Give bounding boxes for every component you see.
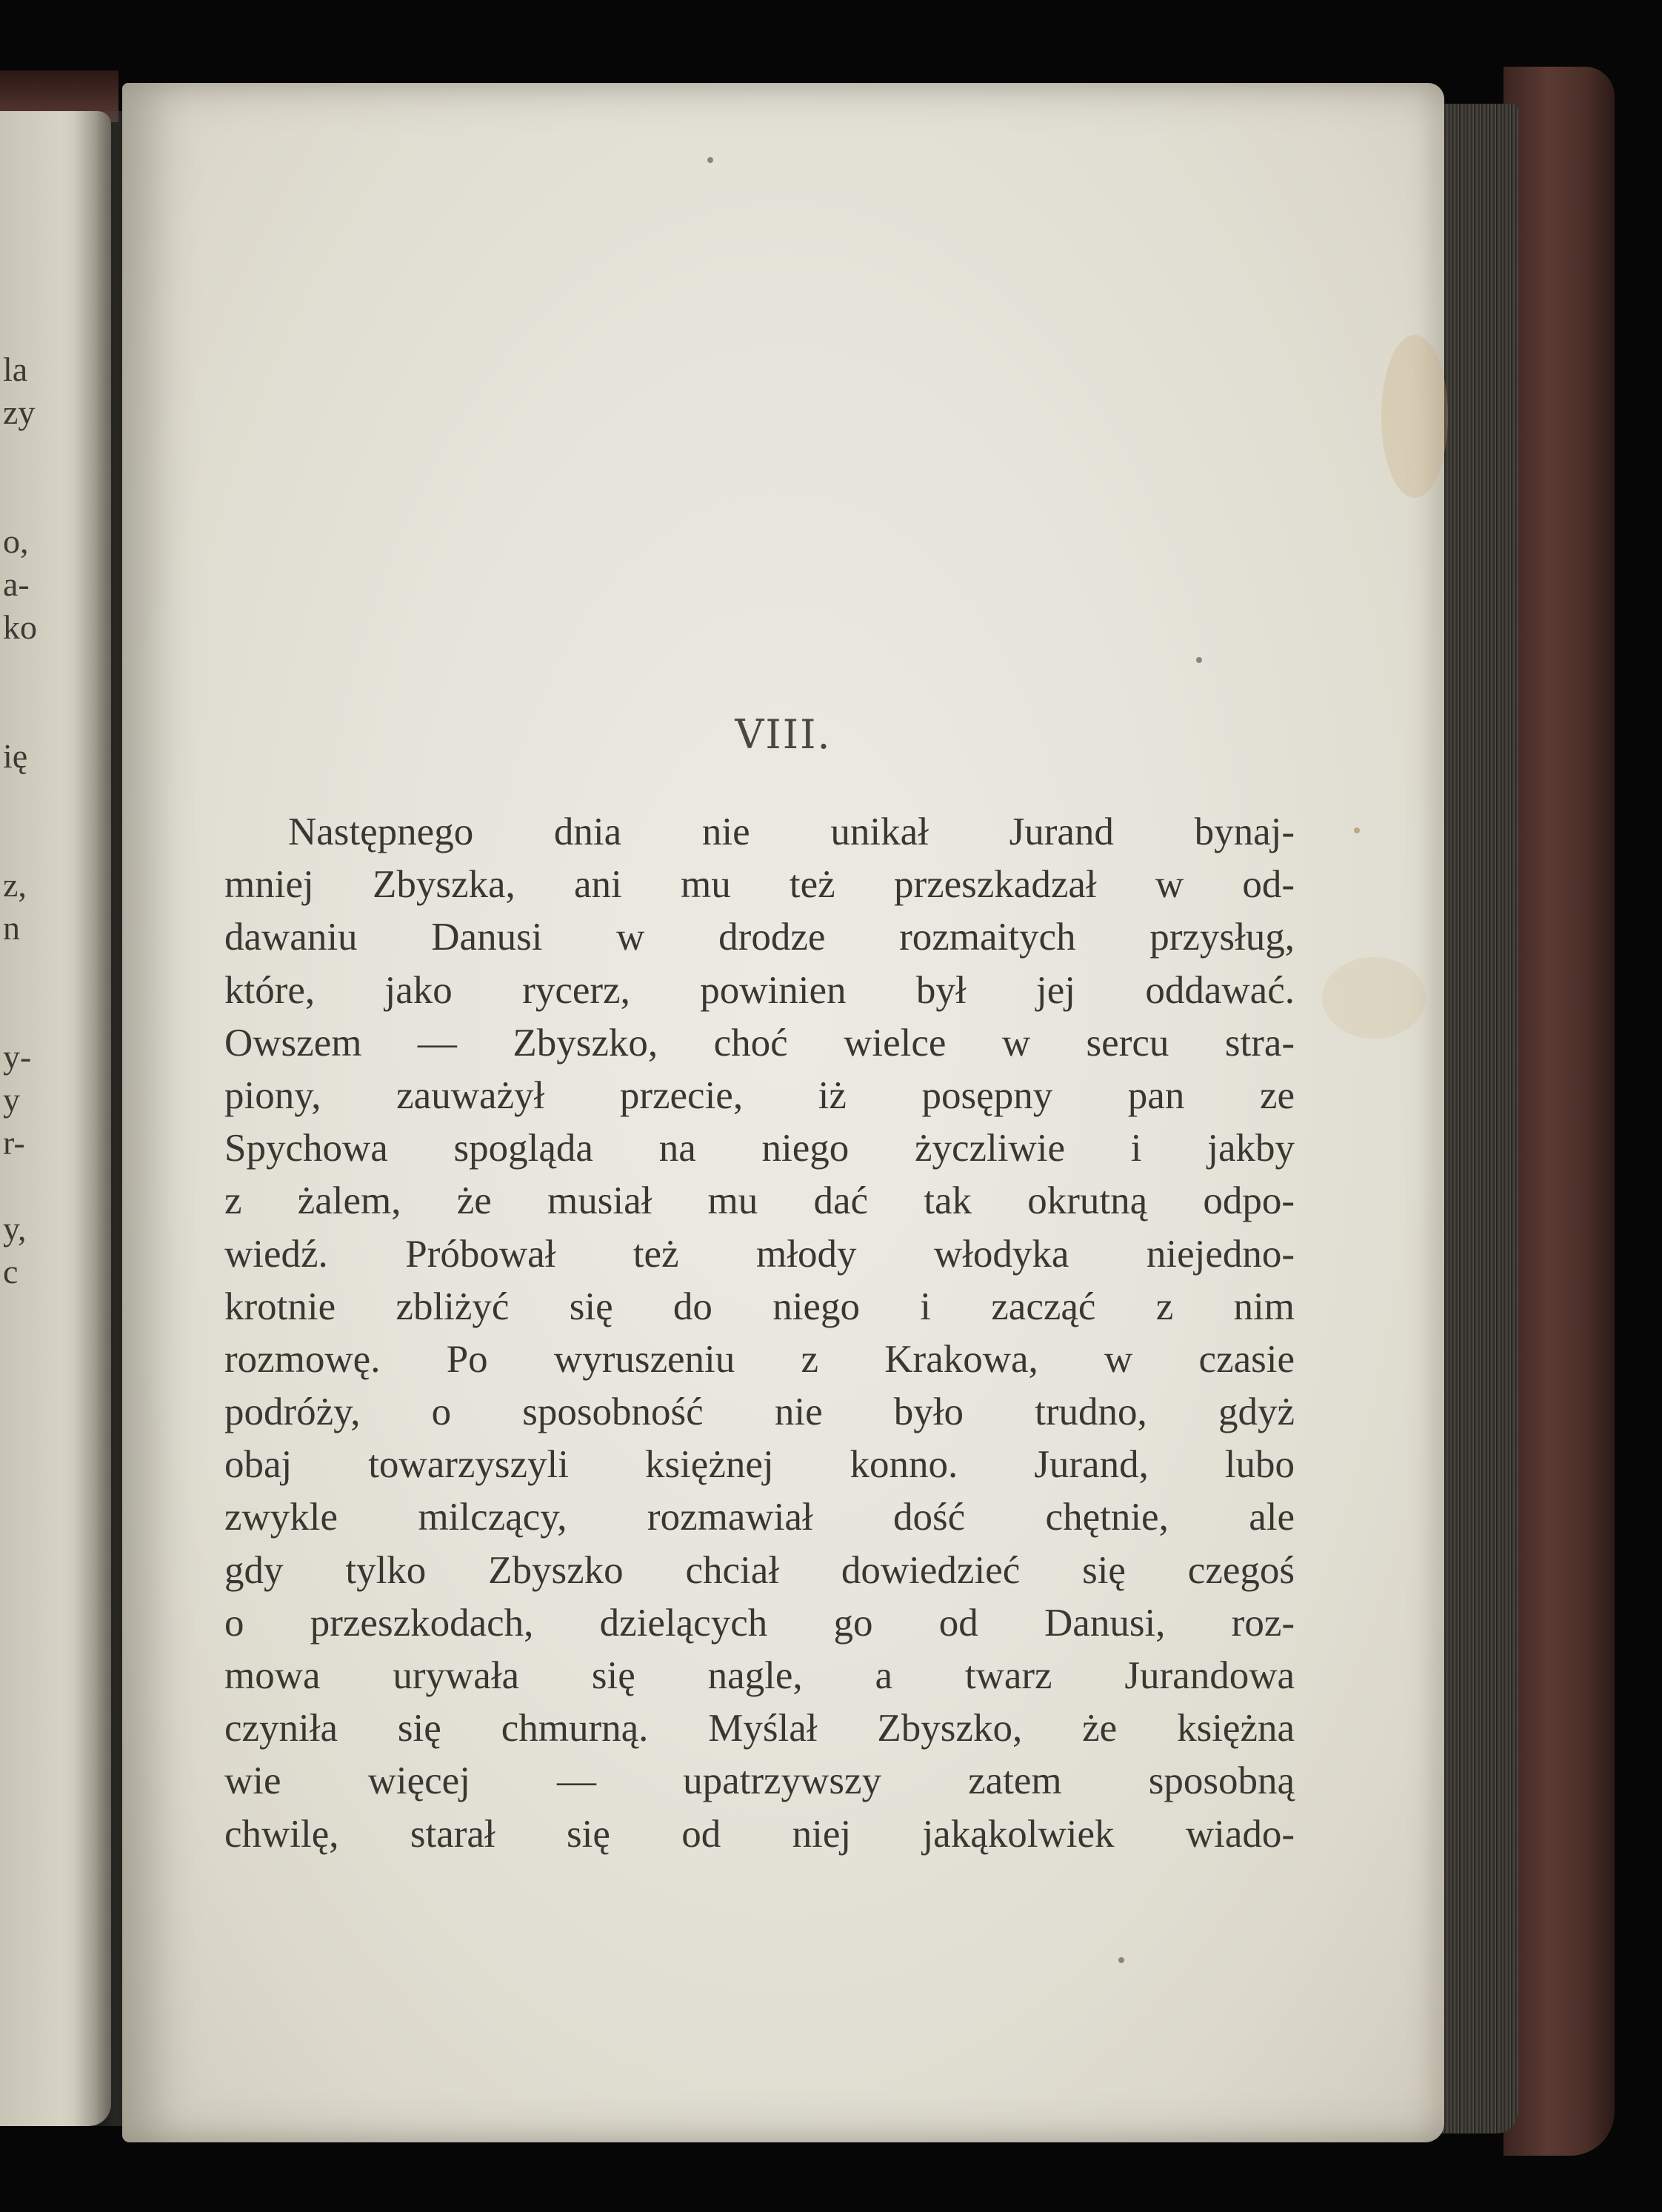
speck [1354, 827, 1360, 833]
speck [1196, 657, 1202, 663]
text-line: o przeszkodach, dzielących go od Danusi, roz- [224, 1601, 1295, 1645]
stain [1322, 957, 1426, 1039]
text-line: mniej Zbyszka, ani mu też przeszkadzał w od- [224, 863, 1295, 907]
text-line: mowa urywała się nagle, a twarz Jurandowa [224, 1654, 1295, 1697]
left-line-fragment: y, [3, 1210, 27, 1247]
text-line: z żalem, że musiał mu dać tak okrutną odpo- [224, 1179, 1295, 1223]
left-line-fragment [3, 993, 77, 1036]
left-line-fragment [3, 950, 77, 993]
left-line-fragment: la [3, 350, 28, 388]
page-edges [1437, 104, 1518, 2133]
text-line: Owszem — Zbyszko, choć wielce w sercu stra- [224, 1021, 1295, 1065]
left-line-fragment [3, 692, 77, 735]
left-page-text-fragments [3, 348, 77, 1293]
text-line: wiedź. Próbował też młody włodyka niejedno- [224, 1232, 1295, 1276]
book-cover-right [1504, 67, 1615, 2156]
left-line-fragment: c [3, 1253, 19, 1290]
left-line-fragment [3, 821, 77, 864]
text-line: podróży, o sposobność nie było trudno, gdyż [224, 1390, 1295, 1434]
text-line: krotnie zbliżyć się do niego i zacząć z nim [224, 1285, 1295, 1328]
left-line-fragment [3, 434, 77, 477]
text-line: dawaniu Danusi w drodze rozmaitych przysług, [224, 916, 1295, 959]
text-line: które, jako rycerz, powinien był jej oddawać. [224, 968, 1295, 1012]
left-line-fragment: z, [3, 866, 27, 904]
right-page [122, 83, 1444, 2142]
left-line-fragment: ko [3, 608, 37, 646]
speck [1118, 1957, 1124, 1963]
left-line-fragment: zy [3, 393, 36, 431]
speck [707, 157, 713, 163]
stain [1381, 335, 1448, 498]
left-line-fragment [3, 1165, 77, 1207]
left-line-fragment [3, 778, 77, 821]
text-line: rozmowę. Po wyruszeniu z Krakowa, w czasie [224, 1337, 1295, 1381]
text-line: wie więcej — upatrzywszy zatem sposobną [224, 1759, 1295, 1803]
left-line-fragment: y [3, 1081, 20, 1119]
left-line-fragment: o, [3, 522, 29, 560]
text-line: chwilę, starał się od niej jakąkolwiek wiado- [224, 1812, 1295, 1856]
left-line-fragment: ię [3, 737, 28, 775]
chapter-heading: VIII. [735, 711, 832, 758]
text-line: Spychowa spogląda na niego życzliwie i jakby [224, 1127, 1295, 1170]
left-line-fragment: a- [3, 565, 30, 603]
text-line: Następnego dnia nie unikał Jurand bynaj- [288, 810, 1295, 853]
left-line-fragment [3, 477, 77, 520]
text-line: czyniła się chmurną. Myślał Zbyszko, że księżna [224, 1707, 1295, 1750]
left-line-fragment: y- [3, 1038, 32, 1076]
left-line-fragment: r- [3, 1124, 25, 1162]
text-line: gdy tylko Zbyszko chciał dowiedzieć się czegoś [224, 1548, 1295, 1592]
text-line: obaj towarzyszyli księżnej konno. Jurand, lubo [224, 1443, 1295, 1487]
left-line-fragment [3, 649, 77, 692]
text-line: piony, zauważył przecie, iż posępny pan ze [224, 1073, 1295, 1117]
text-line: zwykle milczący, rozmawiał dość chętnie, ale [224, 1496, 1295, 1539]
left-line-fragment: n [3, 909, 20, 947]
body-text [224, 806, 1295, 1861]
